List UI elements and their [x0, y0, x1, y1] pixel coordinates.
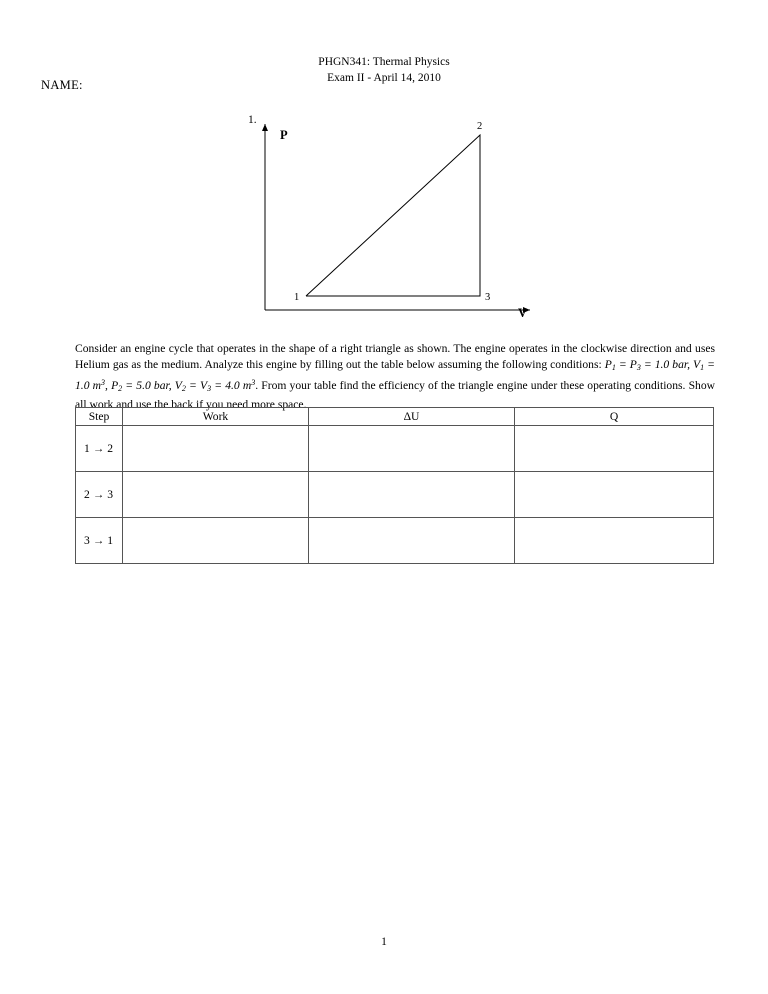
table-cell-work[interactable] — [123, 426, 309, 472]
pv-diagram-svg — [240, 110, 540, 335]
question-number: 1. — [248, 114, 257, 126]
table-row — [76, 518, 714, 564]
table-cell-q[interactable] — [515, 518, 714, 564]
axis-label-pressure: P — [280, 128, 288, 142]
page-number: 1 — [381, 936, 387, 948]
table-cell-work[interactable] — [123, 518, 309, 564]
problem-text-part2: . From your table find the efficiency of the triangle engine under these operating conditions. Show all work and use the back if you need more space. — [75, 379, 715, 411]
problem-statement — [75, 341, 715, 412]
point-label-1: 1 — [294, 292, 300, 303]
table-cell-q[interactable] — [515, 472, 714, 518]
pv-diagram-figure — [240, 110, 540, 335]
table-cell-step: 2 → 3 — [76, 472, 123, 518]
table-header-work: Work — [123, 408, 309, 426]
table-cell-work[interactable] — [123, 472, 309, 518]
table-cell-step: 1 → 2 — [76, 426, 123, 472]
table-header-row — [76, 408, 714, 426]
point-label-2: 2 — [477, 121, 483, 132]
problem-text-part1: Consider an engine cycle that operates in the shape of a right triangle as shown. The engine operates in the clockwise direction and uses Helium gas as the medium. Analyze this engine by filling out the table below assuming the following conditions: — [75, 342, 715, 371]
document-header — [0, 54, 768, 86]
table-header-deltau: ΔU — [309, 408, 515, 426]
table-cell-deltau[interactable] — [309, 472, 515, 518]
exam-title: Exam II - April 14, 2010 — [327, 72, 441, 84]
course-title: PHGN341: Thermal Physics — [318, 56, 450, 68]
table-header-q: Q — [515, 408, 714, 426]
name-label: NAME: — [41, 78, 83, 92]
point-label-3: 3 — [485, 292, 491, 303]
table-cell-step: 3 → 1 — [76, 518, 123, 564]
answer-table — [75, 407, 714, 564]
table-cell-q[interactable] — [515, 426, 714, 472]
axis-label-volume: V — [518, 306, 528, 320]
table-header-step: Step — [76, 408, 123, 426]
table-cell-deltau[interactable] — [309, 518, 515, 564]
table-row — [76, 426, 714, 472]
problem-conditions: $P_1 = P_3 = 1.0$ bar, $V_1 = 1.0$ $m^3$, $P_2 = 5.0$ bar, $V_2 = V_3 = 4.0$ $m^3$ — [75, 357, 715, 394]
table-row — [76, 472, 714, 518]
table-cell-deltau[interactable] — [309, 426, 515, 472]
